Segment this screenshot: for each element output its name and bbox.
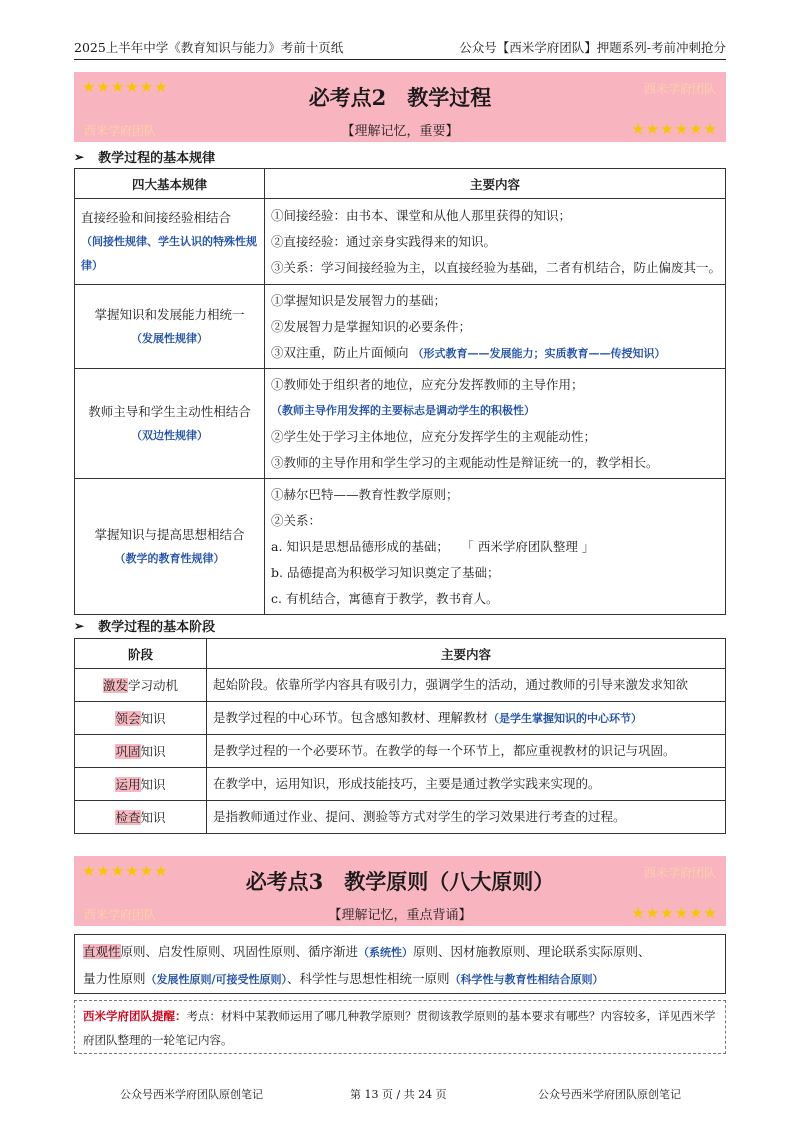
banner-point-3: [74, 856, 726, 926]
section-title: 教学过程的基本阶段: [98, 620, 216, 635]
principles-line-1: [83, 939, 717, 966]
stages-table: [74, 638, 726, 834]
stars-icon: ★★★★★★: [631, 120, 718, 138]
law-name: 掌握知识和发展能力相统一: [94, 306, 245, 322]
content-line: 起始阶段。依靠所学内容具有吸引力，强调学生的活动，通过教师的引导来激发求知欲: [213, 677, 689, 692]
content-line: c. 有机结合，寓德育于教学，教书育人。: [271, 590, 499, 606]
table-row: [75, 702, 726, 735]
header-right-text: 公众号【西米学府团队】押题系列-考前冲刺抢分: [459, 40, 726, 55]
law-content-cell: [265, 285, 726, 369]
table-row: [75, 479, 726, 615]
banner-title: 必考点2 教学过程: [308, 85, 492, 110]
stage-name-cell: [75, 669, 207, 702]
header-left-text: 2025上半年中学《教育知识与能力》考前十页纸: [74, 40, 344, 55]
stage-name-cell: [75, 801, 207, 834]
content-line: 是指教师通过作业、提问、测验等方式对学生的学习效果进行考查的过程。: [213, 809, 626, 824]
principle-highlight: 直观性: [83, 944, 121, 959]
stage-name: 知识: [140, 744, 166, 759]
content-line: [265, 534, 725, 560]
content-note: （教师主导作用发挥的主要标志是调动学生的积极性）: [271, 403, 535, 417]
law-name: 教师主导和学生主动性相结合: [88, 403, 251, 419]
table-row: [75, 285, 726, 369]
principles-note: （系统性）: [358, 946, 414, 959]
stage-content-cell: [207, 735, 726, 768]
section-heading-laws: [74, 147, 215, 166]
table-row: [75, 801, 726, 834]
content-line: ①赫尔巴特——教育性教学原则；: [271, 486, 459, 502]
content-line: ③关系：学习间接经验为主，以直接经验为基础，二者有机结合，防止偏废其一。: [271, 259, 722, 275]
team-tip-box: [74, 1000, 726, 1054]
content-line: [265, 340, 725, 366]
law-name-cell: [75, 285, 265, 369]
stage-name: 知识: [140, 810, 166, 825]
table-row: [75, 199, 726, 285]
content-line: [207, 705, 725, 731]
law-content-cell: [265, 199, 726, 285]
banner-subtitle: 【理解记忆，重要】: [341, 124, 459, 139]
principles-text: 量力性原则: [83, 971, 146, 986]
stars-icon: ★★★★★★: [82, 862, 169, 880]
page-number: 第 13 页 / 共 24 页: [350, 1088, 447, 1101]
principles-text: 原则、启发性原则、巩固性原则、循序渐进: [120, 944, 359, 959]
laws-table: [74, 168, 726, 615]
table-row: [75, 369, 726, 479]
content-line: ①掌握知识是发展智力的基础；: [271, 292, 447, 308]
principles-text: 原则、因材施教原则、理论联系实际原则、: [413, 944, 651, 959]
law-name-cell: [75, 199, 265, 285]
content-text: 是教学过程的中心环节。包含感知教材、理解教材: [213, 710, 489, 725]
stage-highlight: 激发: [102, 678, 128, 693]
stage-name-cell: [75, 768, 207, 801]
principles-box: [74, 934, 726, 994]
column-header: 主要内容: [207, 639, 726, 669]
content-text: a. 知识是思想品德形成的基础；: [271, 538, 443, 554]
stage-highlight: 检查: [115, 810, 141, 825]
law-name-cell: [75, 369, 265, 479]
principles-note: （发展性原则/可接受性原则）: [145, 973, 288, 986]
principles-text: 、科学性与思想性相统一原则: [287, 971, 450, 986]
table-row: [75, 669, 726, 702]
stage-highlight: 巩固: [115, 744, 141, 759]
arrow-icon: ➢: [74, 618, 85, 633]
law-name: 掌握知识与提高思想相结合: [94, 526, 245, 542]
tip-text: 考点：材料中某教师运用了哪几种教学原则？贯彻该教学原则的基本要求有哪些？内容较多，详见西米学府团队整理的一轮笔记内容。: [83, 1009, 716, 1047]
content-note: （形式教育——发展能力；实质教育——传授知识）: [412, 346, 666, 360]
watermark-text: 西米学府团队: [643, 866, 716, 880]
stage-content-cell: [207, 702, 726, 735]
content-line: ②学生处于学习主体地位，应充分发挥学生的主观能动性；: [271, 428, 597, 444]
stage-name-cell: [75, 702, 207, 735]
law-name-cell: [75, 479, 265, 615]
table-header-row: [75, 639, 726, 669]
law-note: （发展性规律）: [131, 331, 208, 345]
team-stamp: 「 西米学府团队整理 」: [467, 538, 595, 554]
footer-left: 公众号西米学府团队原创笔记: [120, 1088, 263, 1101]
section-title: 教学过程的基本规律: [98, 151, 216, 166]
arrow-icon: ➢: [74, 149, 85, 164]
stage-content-cell: [207, 768, 726, 801]
banner-title: 必考点3 教学原则（八大原则）: [245, 869, 555, 894]
stage-name-cell: [75, 735, 207, 768]
watermark-text: 西米学府团队: [643, 82, 716, 96]
banner-subtitle: 【理解记忆，重点背诵】: [328, 908, 472, 923]
stage-name: 学习动机: [128, 678, 179, 693]
footer-right: 公众号西米学府团队原创笔记: [538, 1088, 681, 1101]
stage-content-cell: [207, 801, 726, 834]
column-header: 阶段: [75, 639, 207, 669]
content-text: ③双注重，防止片面倾向: [271, 344, 409, 360]
law-note: （间接性规律、学生认识的特殊性规律）: [81, 234, 257, 272]
stage-name: 知识: [140, 777, 166, 792]
content-line: ①教师处于组织者的地位，应充分发挥教师的主导作用；: [271, 376, 584, 392]
content-line: ②发展智力是掌握知识的必要条件；: [271, 318, 472, 334]
principles-note: （科学性与教育性相结合原则）: [449, 973, 604, 986]
watermark-text: 西米学府团队: [84, 124, 157, 138]
tip-label: 西米学府团队提醒：: [83, 1009, 187, 1023]
law-content-cell: [265, 479, 726, 615]
stage-highlight: 运用: [115, 777, 141, 792]
stage-highlight: 领会: [115, 711, 141, 726]
content-line: ①间接经验：由书本、课堂和从他人那里获得的知识；: [271, 207, 572, 223]
content-line: ②直接经验：通过亲身实践得来的知识。: [271, 233, 497, 249]
stars-icon: ★★★★★★: [631, 904, 718, 922]
banner-point-2: [74, 72, 726, 142]
law-note: （教学的教育性规律）: [114, 551, 225, 565]
column-header: 四大基本规律: [75, 169, 265, 199]
column-header: 主要内容: [265, 169, 726, 199]
content-line: 在教学中，运用知识，形成技能技巧，主要是通过教学实践来实现的。: [213, 776, 601, 791]
stage-name: 知识: [140, 711, 166, 726]
content-line: ②关系：: [271, 512, 322, 528]
content-line: b. 品德提高为积极学习知识奠定了基础；: [271, 564, 500, 580]
principles-line-2: [83, 966, 717, 993]
section-heading-stages: [74, 616, 215, 635]
law-content-cell: [265, 369, 726, 479]
watermark-text: 西米学府团队: [84, 908, 157, 922]
content-note: （是学生掌握知识的中心环节）: [488, 712, 643, 725]
content-line: ③教师的主导作用和学生学习的主观能动性是辩证统一的，教学相长。: [271, 454, 659, 470]
law-note: （双边性规律）: [131, 428, 208, 442]
table-header-row: [75, 169, 726, 199]
content-line: 是教学过程的一个必要环节。在教学的每一个环节上，都应重视教材的识记与巩固。: [213, 743, 676, 758]
stars-icon: ★★★★★★: [82, 78, 169, 96]
law-name: 直接经验和间接经验相结合: [81, 209, 232, 225]
table-row: [75, 735, 726, 768]
page-header: [74, 38, 726, 60]
table-row: [75, 768, 726, 801]
stage-content-cell: [207, 669, 726, 702]
